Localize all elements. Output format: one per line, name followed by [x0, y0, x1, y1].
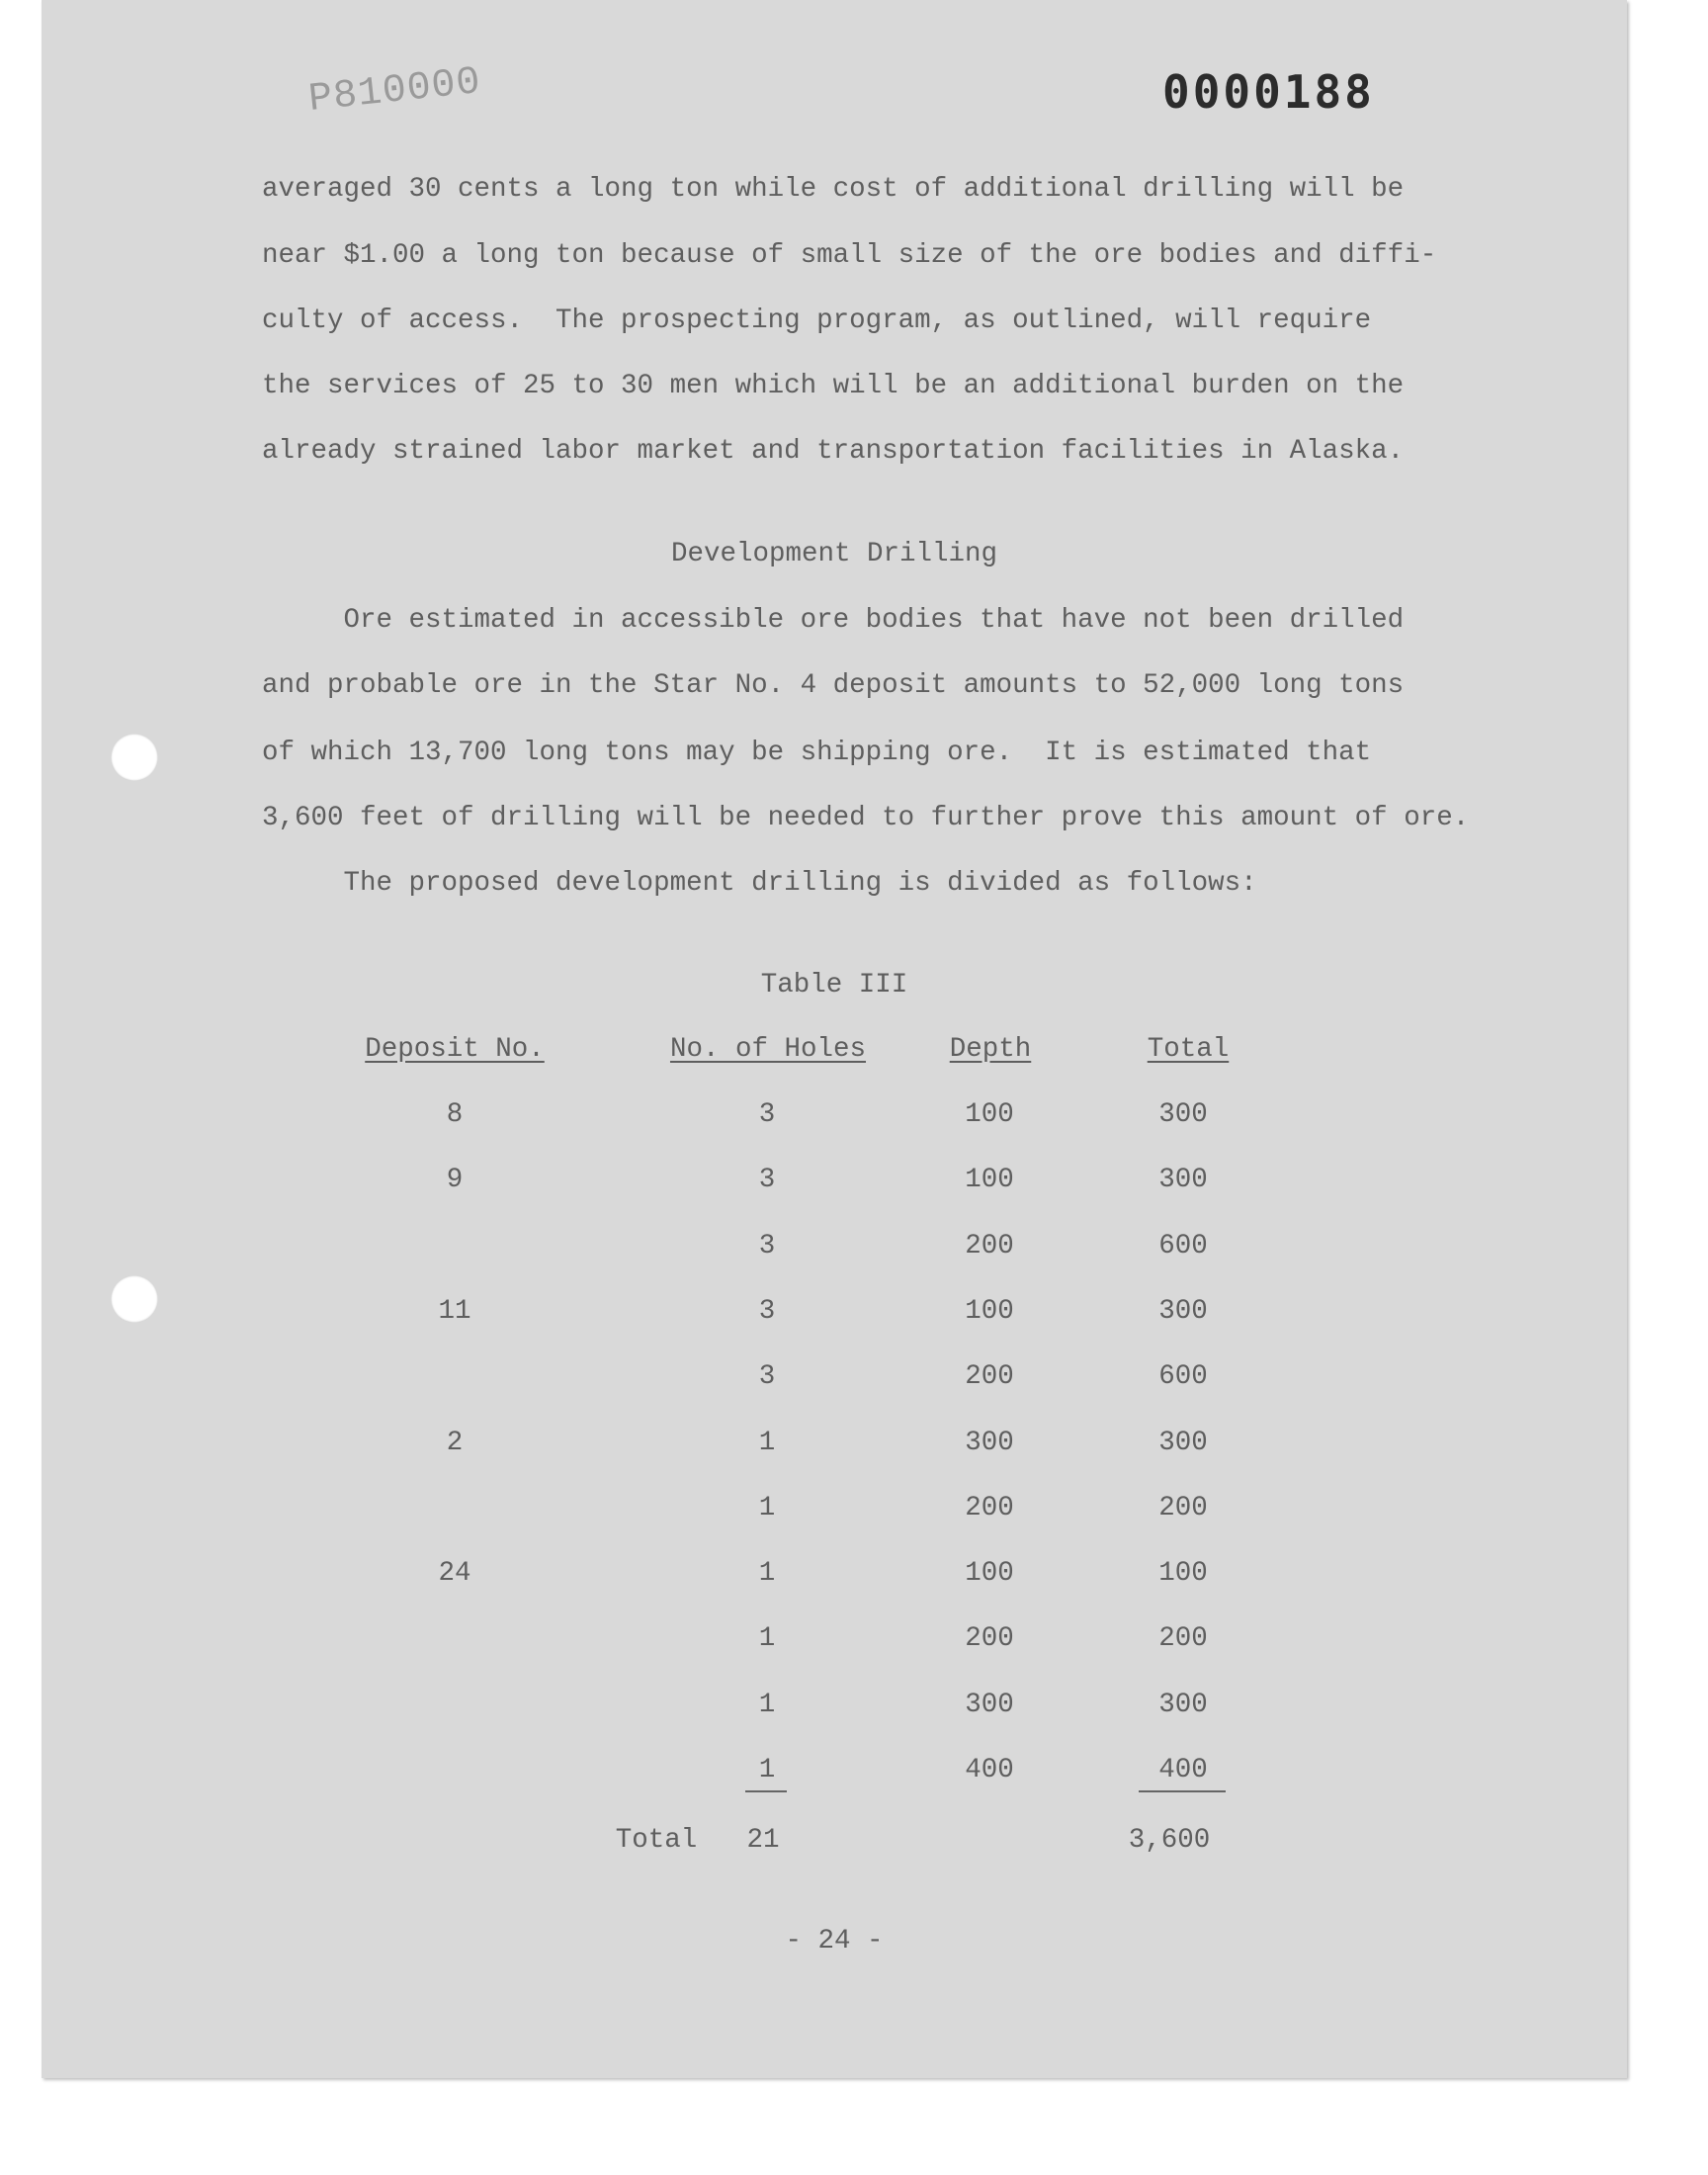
cell-holes: 1 — [758, 1690, 776, 1720]
section-heading: Development Drilling — [670, 539, 998, 569]
cell-holes: 1 — [758, 1623, 776, 1654]
cell-total: 600 — [1158, 1361, 1208, 1392]
totals-total: 3,600 — [1128, 1825, 1211, 1856]
table-header-depth: Depth — [949, 1034, 1032, 1065]
cell-depth: 100 — [965, 1296, 1014, 1327]
cell-holes: 3 — [758, 1296, 776, 1327]
cell-depth: 300 — [965, 1428, 1014, 1458]
paragraph-line: already strained labor market and transportation facilities in Alaska. — [262, 436, 1405, 467]
sum-rule-holes — [745, 1790, 787, 1792]
cell-holes: 3 — [758, 1165, 776, 1195]
paragraph-line: of which 13,700 long tons may be shipping ore. It is estimated that — [262, 738, 1372, 768]
cell-depth: 400 — [965, 1755, 1014, 1785]
table-header-holes: No. of Holes — [669, 1034, 867, 1065]
cell-depth: 300 — [965, 1690, 1014, 1720]
cell-depth: 200 — [965, 1623, 1014, 1654]
cell-holes: 3 — [758, 1361, 776, 1392]
paragraph-line: The proposed development drilling is divided as follows: — [262, 868, 1257, 899]
cell-depth: 100 — [965, 1099, 1014, 1130]
table-header-total: Total — [1147, 1034, 1230, 1065]
paragraph-line: culty of access. The prospecting program, as outlined, will require — [262, 305, 1372, 336]
cell-depth: 100 — [965, 1165, 1014, 1195]
paragraph-line: Ore estimated in accessible ore bodies that have not been drilled — [262, 605, 1405, 636]
punch-hole — [111, 734, 158, 781]
cell-deposit: 24 — [438, 1558, 471, 1589]
paragraph-line: the services of 25 to 30 men which will be an additional burden on the — [262, 371, 1405, 401]
cell-holes: 3 — [758, 1231, 776, 1262]
table-header-deposit: Deposit No. — [365, 1034, 545, 1065]
punch-hole — [111, 1275, 158, 1323]
cell-holes: 1 — [758, 1558, 776, 1589]
archive-stamp: P810000 — [306, 59, 483, 124]
cell-deposit: 11 — [438, 1296, 471, 1327]
table-caption: Table III — [760, 970, 908, 1000]
cell-holes: 1 — [758, 1428, 776, 1458]
paragraph-line: 3,600 feet of drilling will be needed to further prove this amount of ore. — [262, 803, 1470, 833]
totals-label: Total — [615, 1825, 698, 1856]
cell-total: 300 — [1158, 1099, 1208, 1130]
sum-rule-total — [1139, 1790, 1226, 1792]
cell-total: 300 — [1158, 1690, 1208, 1720]
cell-total: 400 — [1158, 1755, 1208, 1785]
cell-deposit: 2 — [446, 1428, 464, 1458]
page-number-stamp: 0000188 — [1162, 65, 1375, 119]
page-folio: - 24 - — [785, 1926, 884, 1957]
cell-total: 200 — [1158, 1493, 1208, 1523]
cell-total: 100 — [1158, 1558, 1208, 1589]
cell-holes: 1 — [758, 1755, 776, 1785]
cell-depth: 200 — [965, 1231, 1014, 1262]
cell-total: 300 — [1158, 1165, 1208, 1195]
cell-deposit: 8 — [446, 1099, 464, 1130]
paragraph-line: and probable ore in the Star No. 4 deposit amounts to 52,000 long tons — [262, 670, 1405, 701]
paragraph-line: near $1.00 a long ton because of small size of the ore bodies and diffi- — [262, 240, 1437, 271]
cell-depth: 100 — [965, 1558, 1014, 1589]
cell-depth: 200 — [965, 1361, 1014, 1392]
cell-deposit: 9 — [446, 1165, 464, 1195]
cell-total: 300 — [1158, 1428, 1208, 1458]
cell-depth: 200 — [965, 1493, 1014, 1523]
cell-total: 200 — [1158, 1623, 1208, 1654]
cell-holes: 1 — [758, 1493, 776, 1523]
document-page — [42, 0, 1627, 2078]
cell-holes: 3 — [758, 1099, 776, 1130]
cell-total: 300 — [1158, 1296, 1208, 1327]
totals-holes: 21 — [746, 1825, 780, 1856]
paragraph-line: averaged 30 cents a long ton while cost of additional drilling will be — [262, 174, 1405, 205]
cell-total: 600 — [1158, 1231, 1208, 1262]
